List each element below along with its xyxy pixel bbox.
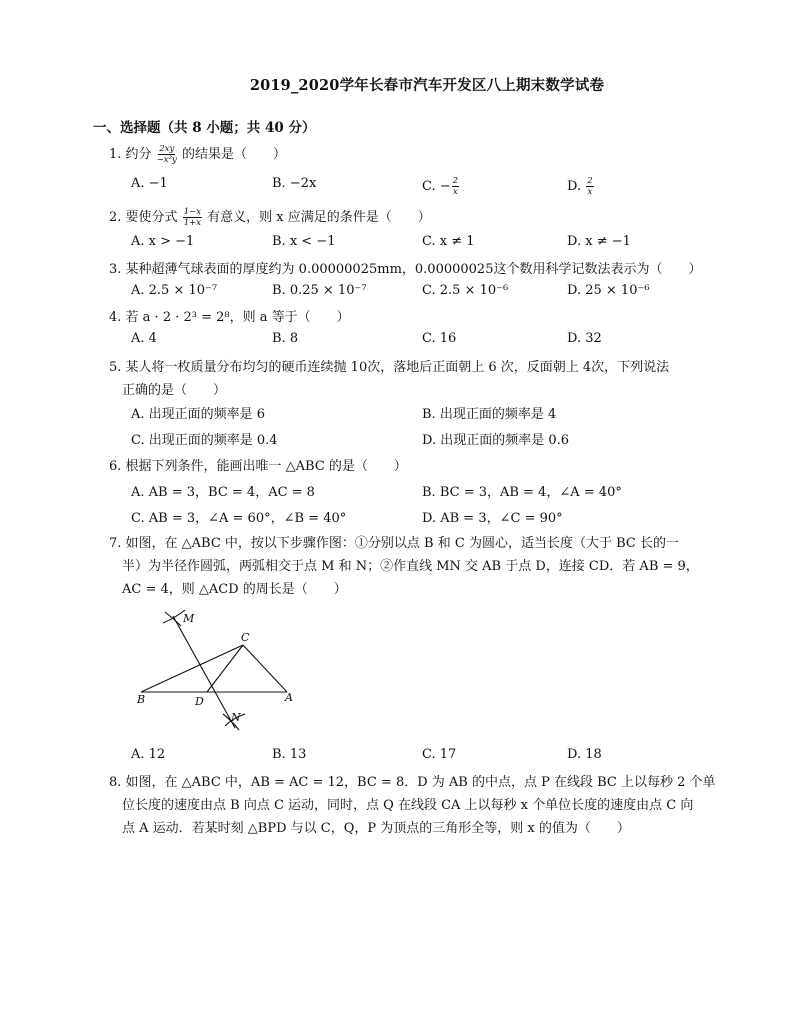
q3-stem: 3. 某种超薄气球表面的厚度约为 0.00000025mm，0.00000025这个数用科学记数法表示为（ ） (109, 262, 702, 277)
q4-option-a: A. 4 (131, 331, 157, 346)
q1-suffix: 的结果是（ ） (181, 147, 286, 162)
q8-stem-line3: 点 A 运动．若某时刻 △BPD 与以 C，Q，P 为顶点的三角形全等，则 x 的值为（ ） (122, 821, 630, 836)
q7-stem-line2: 半）为半径作圆弧，两弧相交于点 M 和 N；②作直线 MN 交 AB 于点 D，连接 CD．若 AB = 9， (122, 559, 699, 574)
q4-option-b: B. 8 (272, 331, 299, 346)
q5-options-row2 (131, 429, 691, 451)
q2-option-d: D. x ≠ −1 (567, 234, 631, 249)
section-heading: 一、选择题（共 8 小题；共 40 分） (93, 120, 316, 136)
q6-options-row2 (131, 507, 691, 529)
q1-option-c-num: 2 (452, 176, 459, 186)
q1-frac-numerator: 2xy (159, 144, 175, 154)
q7-stem-line3: AC = 4，则 △ACD 的周长是（ ） (122, 582, 347, 597)
q5-option-d: D. 出现正面的频率是 0.6 (422, 433, 570, 448)
q7-option-b: B. 13 (272, 747, 307, 762)
q5-option-c: C. 出现正面的频率是 0.4 (131, 433, 278, 448)
q1-option-d-num: 2 (587, 176, 593, 186)
q6-options-row1 (131, 481, 691, 503)
q3-option-a: A. 2.5 × 10⁻⁷ (131, 283, 218, 298)
q3-option-b: B. 0.25 × 10⁻⁷ (272, 283, 367, 298)
label-b: B (137, 693, 146, 706)
q5-option-b: B. 出现正面的频率是 4 (422, 407, 557, 422)
question-3 (109, 258, 729, 281)
q1-prefix: 1. 约分 (109, 147, 152, 162)
q6-option-c: C. AB = 3，∠A = 60°，∠B = 40° (131, 511, 347, 526)
q3-option-c: C. 2.5 × 10⁻⁶ (422, 283, 509, 298)
exam-title: 2019_2020学年长春市汽车开发区八上期末数学试卷 (249, 77, 605, 94)
q2-prefix: 2. 要使分式 (109, 210, 178, 225)
q4-options (131, 331, 691, 353)
q1-option-c-prefix: C. − (422, 179, 451, 194)
line-mn (173, 616, 235, 728)
q7-triangle-figure (135, 606, 305, 736)
q4-stem: 4. 若 a · 2 · 2³ = 2⁸，则 a 等于（ ） (109, 310, 350, 325)
segment-ca (243, 645, 287, 692)
q5-options-row1 (131, 403, 691, 425)
q5-option-a: A. 出现正面的频率是 6 (131, 407, 266, 422)
label-m: M (183, 612, 195, 625)
q1-option-d (567, 176, 595, 197)
q1-option-c-den: x (452, 187, 458, 197)
q7-stem-line1: 7. 如图，在 △ABC 中，按以下步骤作图：①分别以点 B 和 C 为圆心，适当长度（大于 BC 长的一 (109, 536, 679, 551)
q8-stem-line1: 8. 如图，在 △ABC 中，AB = AC = 12，BC = 8．D 为 AB 的中点，点 P 在线段 BC 上以每秒 2 个单 (109, 775, 716, 790)
label-d: D (195, 695, 204, 708)
q7-option-c: C. 17 (422, 747, 457, 762)
q2-fraction (183, 207, 202, 228)
q1-options (131, 176, 691, 198)
q1-option-a: A. −1 (131, 176, 168, 191)
q5-stem-line1: 5. 某人将一枚质量分布均匀的硬币连续抛 10次，落地后正面朝上 6 次，反面朝上 4次，下列说法 (109, 360, 670, 375)
label-a: A (285, 691, 293, 704)
q1-option-d-den: x (587, 187, 593, 197)
question-5 (109, 356, 729, 402)
q6-option-a: A. AB = 3，BC = 4，AC = 8 (131, 485, 315, 500)
q1-option-c (422, 176, 460, 197)
q8-stem-line2: 位长度的速度由点 B 向点 C 运动，同时，点 Q 在线段 CA 上以每秒 x 个单位长度的速度由点 C 向 (122, 798, 694, 813)
q1-frac-denominator: −x²y (156, 155, 177, 165)
q2-frac-numerator: 1−x (183, 207, 202, 217)
q6-stem: 6. 根据下列条件，能画出唯一 △ABC 的是（ ） (109, 459, 407, 474)
q6-option-d: D. AB = 3，∠C = 90° (422, 511, 563, 526)
q7-option-d: D. 18 (567, 747, 602, 762)
q7-option-a: A. 12 (131, 747, 166, 762)
arc-m-1 (163, 610, 185, 623)
q1-option-c-fraction (452, 176, 459, 197)
q2-frac-denominator: 1+x (183, 218, 202, 228)
q3-option-d: D. 25 × 10⁻⁶ (567, 283, 650, 298)
segment-bc (141, 645, 243, 692)
q1-option-b: B. −2x (272, 176, 317, 191)
q2-suffix: 有意义，则 x 应满足的条件是（ ） (207, 210, 431, 225)
q3-options (131, 283, 691, 305)
q1-option-d-fraction (586, 176, 593, 197)
q6-option-b: B. BC = 3，AB = 4，∠A = 40° (422, 485, 622, 500)
question-7 (109, 532, 729, 601)
q1-option-d-prefix: D. (567, 179, 586, 194)
q2-options (131, 234, 691, 256)
label-n: N (231, 711, 241, 724)
q4-option-c: C. 16 (422, 331, 457, 346)
q5-stem-line2: 正确的是（ ） (122, 383, 227, 398)
q7-options (131, 747, 691, 769)
q4-option-d: D. 32 (567, 331, 602, 346)
segment-cd (207, 645, 243, 692)
q2-option-a: A. x > −1 (131, 234, 195, 249)
q2-option-b: B. x < −1 (272, 234, 336, 249)
question-1 (109, 143, 709, 166)
question-6 (109, 455, 709, 478)
question-8 (109, 771, 729, 840)
question-4 (109, 306, 709, 329)
question-2 (109, 206, 709, 229)
q1-fraction (157, 144, 177, 165)
label-c: C (241, 631, 250, 644)
q2-option-c: C. x ≠ 1 (422, 234, 475, 249)
